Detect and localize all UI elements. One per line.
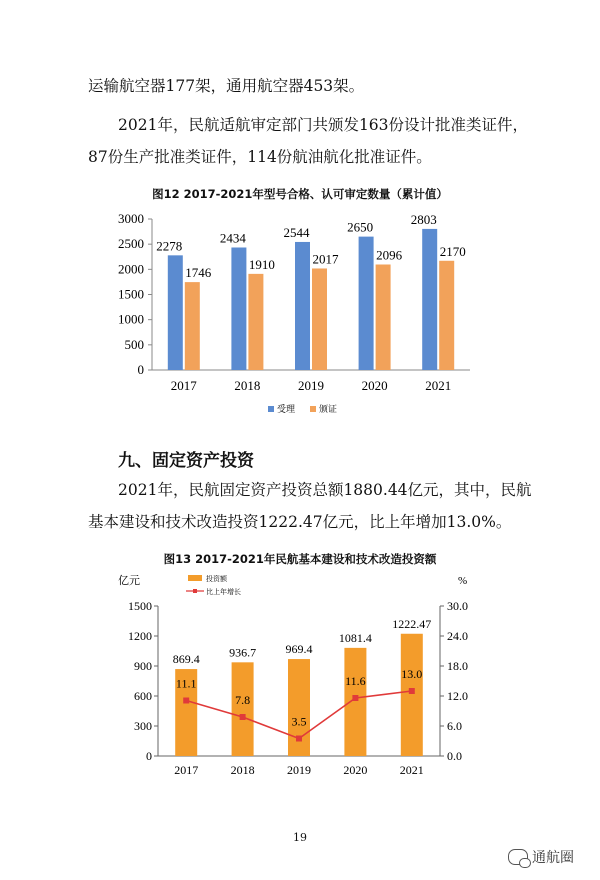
data-label: 936.7 — [229, 645, 257, 660]
y-tick-label: 300 — [134, 719, 152, 733]
x-tick-label: 2020 — [343, 763, 368, 777]
x-tick-label: 2019 — [287, 763, 311, 777]
paragraph-line: 2021年，民航固定资产投资总额1880.44亿元，其中，民航 — [118, 481, 532, 499]
line-value-label: 7.8 — [235, 693, 251, 707]
paragraph-line: 运输航空器177架，通用航空器453架。 — [88, 77, 365, 95]
y-tick-label: 0 — [146, 749, 152, 763]
line-point — [240, 714, 246, 720]
y-tick-label: 500 — [124, 336, 144, 352]
y-tick-label: 18.0 — [447, 659, 468, 673]
y-tick-label: 900 — [134, 659, 152, 673]
paragraph-line: 基本建设和技术改造投资1222.47亿元，比上年增加13.0%。 — [88, 513, 512, 531]
legend-label: 受理 — [277, 404, 296, 414]
y-tick-label: 0 — [137, 362, 144, 377]
line-value-label: 13.0 — [401, 667, 423, 681]
line-value-label: 11.1 — [175, 676, 197, 691]
line-point — [409, 688, 415, 694]
x-tick-label: 2021 — [399, 763, 424, 777]
page-number: 19 — [293, 831, 307, 844]
bar — [344, 648, 366, 756]
y-tick-label: 24.0 — [447, 629, 468, 643]
paragraph-line: 2021年，民航适航审定部门共颁发163份设计批准类证件， — [118, 116, 529, 134]
legend-swatch — [188, 575, 202, 581]
line-point — [183, 698, 189, 704]
data-label: 2434 — [219, 230, 246, 246]
y-tick-label: 2500 — [118, 236, 144, 252]
line-value-label: 11.6 — [345, 674, 366, 688]
x-tick-label: 2018 — [230, 763, 255, 777]
legend-label: 比上年增长 — [206, 588, 241, 596]
data-label: 1081.4 — [338, 630, 372, 645]
data-label: 869.4 — [172, 652, 200, 667]
y-tick-label: 2000 — [118, 261, 144, 277]
watermark-text: 通航圈 — [532, 850, 574, 866]
y-tick-label: 600 — [134, 689, 152, 703]
x-tick-label: 2017 — [174, 763, 199, 777]
legend-label: 投资额 — [206, 575, 227, 583]
data-label: 969.4 — [285, 642, 313, 657]
line-point — [296, 736, 302, 742]
y-tick-label: 6.0 — [447, 719, 462, 733]
y-tick-label: 30.0 — [447, 599, 468, 613]
chart-title: 图12 2017-2021年型号合格、认可审定数量（累计值） — [152, 187, 448, 201]
data-label: 2278 — [156, 238, 183, 254]
y-axis-right-label: % — [458, 575, 468, 587]
line-value-label: 3.5 — [291, 714, 307, 729]
data-label: 1222.47 — [392, 616, 432, 631]
data-label: 2170 — [439, 243, 466, 259]
y-tick-label: 0.0 — [447, 749, 462, 763]
data-label: 2096 — [376, 247, 403, 263]
bar — [401, 634, 423, 756]
data-label: 1910 — [248, 256, 275, 272]
paragraph-line: 87份生产批准类证件，114份航油航化批准证件。 — [88, 148, 432, 166]
section-heading: 九、固定资产投资 — [118, 451, 254, 471]
chart-title: 图13 2017-2021年民航基本建设和技术改造投资额 — [163, 552, 437, 566]
y-tick-label: 1000 — [118, 311, 144, 327]
data-label: 1746 — [185, 265, 212, 281]
legend-label: 颁证 — [319, 404, 338, 414]
data-label: 2803 — [410, 211, 437, 227]
watermark — [508, 847, 574, 867]
x-tick-label: 2021 — [425, 378, 452, 393]
y-tick-label: 1500 — [118, 286, 144, 302]
data-label: 2017 — [312, 251, 339, 267]
legend-swatch — [193, 589, 197, 593]
data-label: 2544 — [283, 224, 310, 240]
data-label: 2650 — [347, 219, 374, 235]
x-tick-label: 2020 — [361, 378, 388, 393]
x-tick-label: 2018 — [234, 378, 261, 393]
y-tick-label: 1200 — [128, 629, 152, 643]
wechat-icon — [508, 849, 528, 865]
x-tick-label: 2019 — [298, 378, 324, 393]
bar — [232, 662, 254, 756]
line-point — [352, 695, 358, 701]
y-tick-label: 3000 — [118, 211, 144, 226]
y-tick-label: 1500 — [128, 599, 152, 613]
y-axis-left-label: 亿元 — [118, 575, 140, 587]
x-tick-label: 2017 — [170, 378, 197, 393]
y-tick-label: 12.0 — [447, 689, 468, 703]
